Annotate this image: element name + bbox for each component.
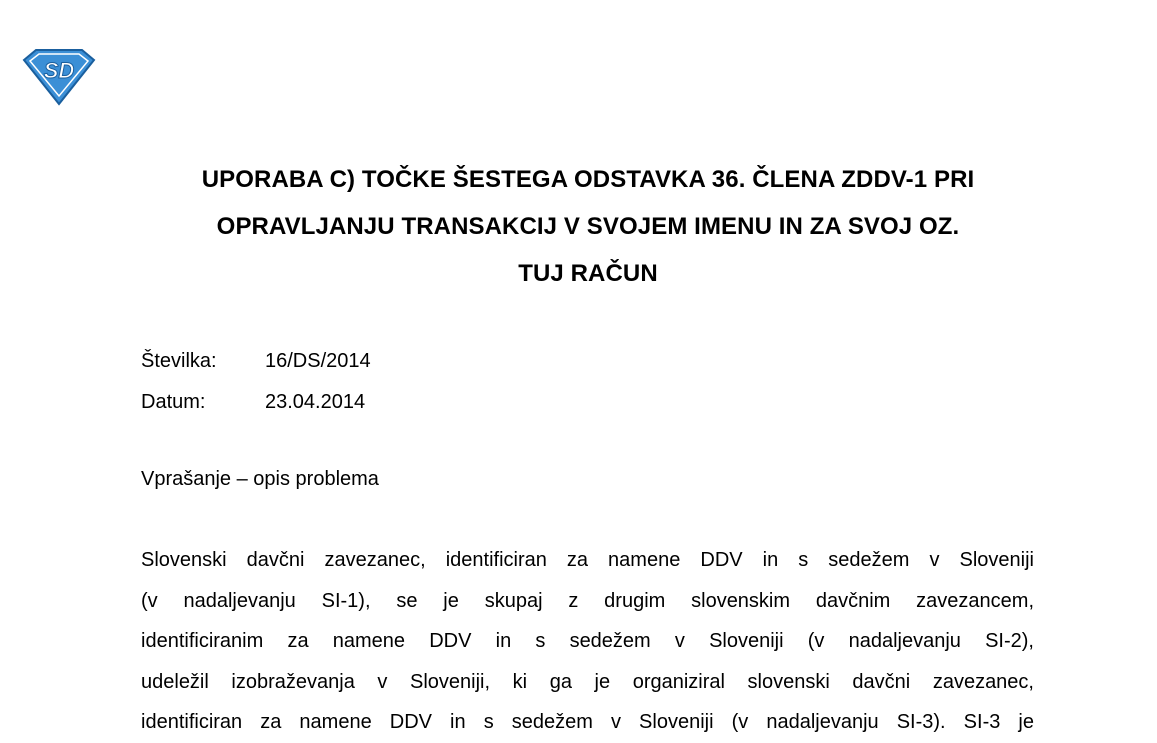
document-meta	[141, 341, 371, 423]
meta-value: 16/DS/2014	[265, 350, 371, 372]
body-line: Slovenski davčni zavezanec, identificiran za namene DDV in s sedežem v Sloveniji	[141, 549, 1034, 571]
section-heading: Vprašanje – opis problema	[141, 468, 379, 490]
title-line: UPORABA C) TOČKE ŠESTEGA ODSTAVKA 36. ČLENA ZDDV-1 PRI	[201, 166, 975, 193]
body-paragraph	[141, 540, 1034, 743]
body-line: udeležil izobraževanja v Sloveniji, ki ga je organiziral slovenski davčni zavezanec,	[141, 670, 1034, 693]
meta-label: Številka:	[141, 350, 217, 372]
diamond-logo-icon	[22, 48, 96, 106]
meta-label: Datum:	[141, 391, 206, 413]
meta-value: 23.04.2014	[265, 391, 366, 413]
title-line: OPRAVLJANJU TRANSAKCIJ V SVOJEM IMENU IN ZA SVOJ OZ.	[216, 213, 960, 240]
title-line: TUJ RAČUN	[518, 260, 658, 287]
meta-row-date	[141, 382, 371, 423]
body-line: (v nadaljevanju SI-1), se je skupaj z drugim slovenskim davčnim zavezancem,	[141, 589, 1034, 612]
meta-row-number	[141, 341, 371, 382]
document-title	[118, 156, 1058, 297]
body-line: identificiranim za namene DDV in s sedežem v Sloveniji (v nadaljevanju SI-2),	[141, 630, 1034, 652]
body-line: identificiran za namene DDV in s sedežem v Sloveniji (v nadaljevanju SI-3). SI-3 je	[141, 711, 1034, 733]
logo-text: SD	[43, 58, 75, 83]
